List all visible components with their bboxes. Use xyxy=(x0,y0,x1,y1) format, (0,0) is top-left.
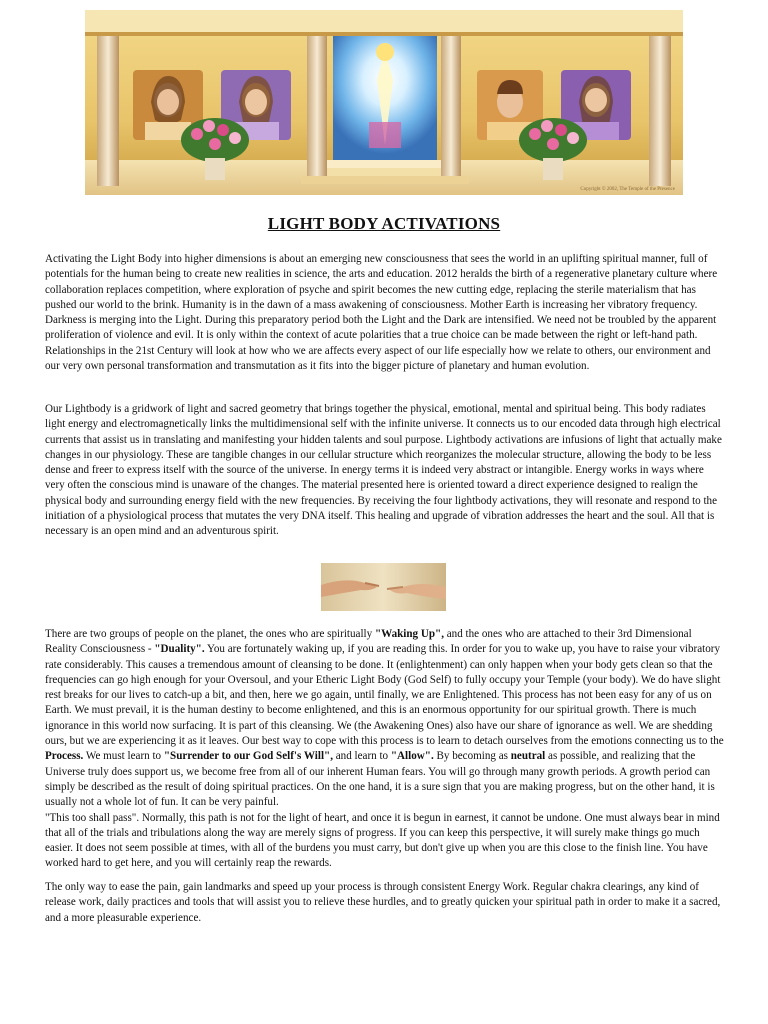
pillar xyxy=(97,36,119,186)
header-banner-image xyxy=(85,10,683,195)
paragraph-intro: Activating the Light Body into higher dimensions is about an emerging new consciousness that sees the world in an uplifting spiritual manner, full of potentials for the human being to create new realities in science, the arts and education. 2012 heralds the birth of a regenerative planetary culture where collaboration replaces competition, where exploration of psyche and spirit becomes the new cutting edge, replacing the sterile materialism that has pushed our world to the brink. Humanity is in the dawn of a mass awakening of consciousness. Mother Earth is increasing her vibratory frequency. Darkness is merging into the Light. During this preparatory period both the Light and the Dark are intensified. We need not be troubled by the apparent proliferation of violence and evil. It is only within the context of acute polarities that a true choice can be made between the right or left-hand path. Relationships in the 21st Century will look at how who we are affects every aspect of our life especially how we relate to others, our environment and our very own personal transformation and transmutation as it fits into the bigger picture of planetary and human evolution. xyxy=(45,253,718,373)
emphasis-process: Process. xyxy=(45,750,84,763)
emphasis-surrender: "Surrender to our God Self's Will", xyxy=(163,750,333,763)
emphasis-waking-up: "Waking Up", xyxy=(374,628,444,640)
paragraph-waking-up: There are two groups of people on the planet, the ones who are spiritually "Waking Up", and the ones who are attached to their 3rd Dimensional Reality Consciousness - "Duality". You are fortunately waking up, if you are reading this. In order for you to wake up, you have to raise your vibratory rate considerably. This causes a tremendous amount of cleansing to be done. It (enlightenment) can only happen when your body gets clean so that the frequencies can go high enough for your Oversoul, and your Etheric Light Body (God Self) to fully occupy your Temple (your body). We do have slight rest breaks for our lives to catch-up a bit, and then, here we go again, until finally, we are Enlightened. This process has not been easy for any of us on Earth. We must prevail, it is the human destiny to become enlightened, and this is an enormous opportunity for our spiritual growth. There is much ignorance in this world now surfacing. It is part of this cleansing. We (the Awakening Ones) also have our share of ignorance as well. We are shedding ours, but we are experiencing it as it leaves. Our best way to cope with this process is to learn to detach ourselves from the emotions connecting us to the Process. We must learn to "Surrender to our God Self's Will", and learn to "Allow". By becoming as neutral as possible, and realizing that the Universe truly does support us, we become free from all of our inherent Human fears. You will go through many growth periods. A growth period can simply be described as the result of doing spiritual practices. On the one hand, it is a sure sign that you are making progress, but on the other hand, it is usually not a whole lot of fun. It can be very painful. "This too shall pass". Normally, this path is not for the light of heart, and once it is begun in earnest, it cannot be undone. One must always bear in mind that all of the trials and tribulations along the way are merely signs of progress. If you can keep this perspective, it will surely make things go much easier. It does not seem possible at times, with all of the burdens you must carry, but don't give up when you are this close to the finish line. You have worked hard to get here, and you will certainly reap the rewards. xyxy=(45,628,724,870)
paragraph-lightbody: Our Lightbody is a gridwork of light and sacred geometry that brings together the physical, emotional, mental and spiritual being. This body radiates light energy and electromagnetically links the multidimensional self with the infinite universe. It connects us to our encoded data through high electrical currents that assist us in translating and manifesting your hidden talents and soul purpose. Lightbody activations are infusions of light that actually make changes in our physiology. These are tangible changes in our cellular structure which reorganizes the molecular structure, allowing the body to be less dense and freer to express itself with the source of the universe. In energy terms it is indeed very abstract or intangible. Energy works in ways where very often the conscious mind is unaware of the changes. The material presented here is oriented toward a direct experience designed to realign the physical body and surrounding energy field with the new frequencies. By receiving the four lightbody activations, they will resonate and respond to the initiation of a physiological process that mutates the very DNA itself. This healing and upgrade of vibration addresses the heart and the soul. All that is necessary is an open mind and an adventurous spirit. xyxy=(45,403,722,538)
pillar xyxy=(649,36,671,186)
emphasis-neutral: neutral xyxy=(510,750,546,763)
page-title: LIGHT BODY ACTIVATIONS xyxy=(267,214,501,233)
emphasis-allow: "Allow". xyxy=(390,750,434,763)
creation-hands-image xyxy=(321,563,446,611)
paragraph-energy-work: The only way to ease the pain, gain landmarks and speed up your process is through consistent Energy Work. Regular chakra clearings, any kind of release work, daily practices and tools that will assist you to relieve these hurdles, and to greatly quicken your spiritual path in order to make it a sacred, and a more pleasurable experience. xyxy=(45,881,721,924)
pillar xyxy=(441,36,461,176)
pillar xyxy=(307,36,327,176)
banner-copyright: Copyright © 2002, The Temple of the Presence xyxy=(580,187,675,192)
banner-cornice xyxy=(85,10,683,32)
emphasis-duality: "Duality". xyxy=(154,643,205,656)
